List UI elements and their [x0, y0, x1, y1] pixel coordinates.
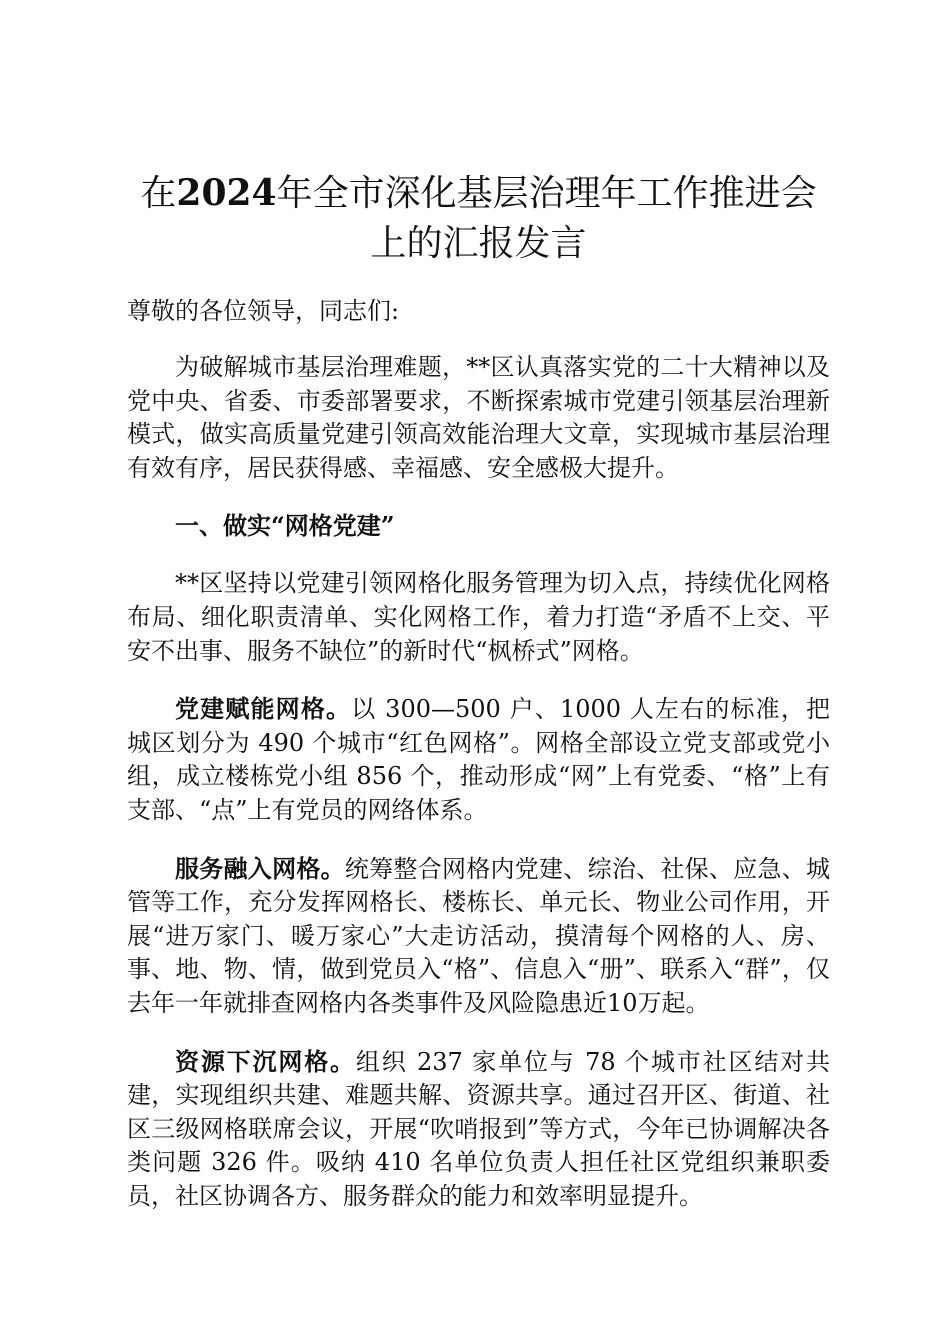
item-paragraph-resource-grid	[127, 1045, 830, 1214]
title-year: 2024	[176, 172, 277, 214]
item-text: 统筹整合网格内党建、综治、社保、应急、城管等工作，充分发挥网格长、楼栋长、单元长、物业公司作用，开展“进万家门、暖万家心”大走访活动，摸清每个网格的人、房、事、地、物、情，做到党员入“格”、信息入“册”、联系入“群”，仅去年一年就排查网格内各类事件及风险隐患近10万起。	[127, 854, 831, 1017]
section-intro-paragraph: **区坚持以党建引领网格化服务管理为切入点，持续优化网格布局、细化职责清单、实化网格工作，着力打造“矛盾不上交、平安不出事、服务不缺位”的新时代“枫桥式”网格。	[127, 569, 830, 665]
section-heading: 一、做实“网格党建”	[175, 511, 395, 541]
item-lead: 服务融入网格。	[175, 853, 345, 883]
item-paragraph-party-empower	[127, 692, 830, 827]
item-text: 以 300—500 户、1000 人左右的标准，把城区划分为 490 个城市“红色网格”。网格全部设立党支部或党小组，成立楼栋党小组 856 个，推动形成“网”上有党委、“格”上有支部、“点”上有党员的网络体系。	[127, 695, 830, 824]
document-title	[127, 168, 830, 269]
salutation: 尊敬的各位领导，同志们:	[127, 297, 400, 325]
document-page	[127, 168, 830, 1237]
intro-paragraph: 为破解城市基层治理难题，**区认真落实党的二十大精神以及党中央、省委、市委部署要求，不断探索城市党建引领基层治理新模式，做实高质量党建引领高效能治理大文章，实现城市基层治理有效有序，居民获得感、幸福感、安全感极大提升。	[127, 353, 830, 482]
item-lead: 资源下沉网格。	[175, 1046, 356, 1076]
title-prefix: 在	[140, 173, 177, 214]
item-paragraph-service-grid	[127, 852, 830, 1021]
item-text: 组织 237 家单位与 78 个城市社区结对共建，实现组织共建、难题共解、资源共享。通过召开区、街道、社区三级网格联席会议，开展“吹哨报到”等方式，今年已协调解决各类问题 326 件。吸纳 410 名单位负责人担任社区党组织兼职委员，社区协调各方、服务群众的能力和效率明显提升。	[127, 1047, 830, 1210]
item-lead: 党建赋能网格。	[175, 694, 352, 724]
title-suffix: 年全市深化基层治理年工作推进会上的汇报发言	[276, 173, 817, 264]
